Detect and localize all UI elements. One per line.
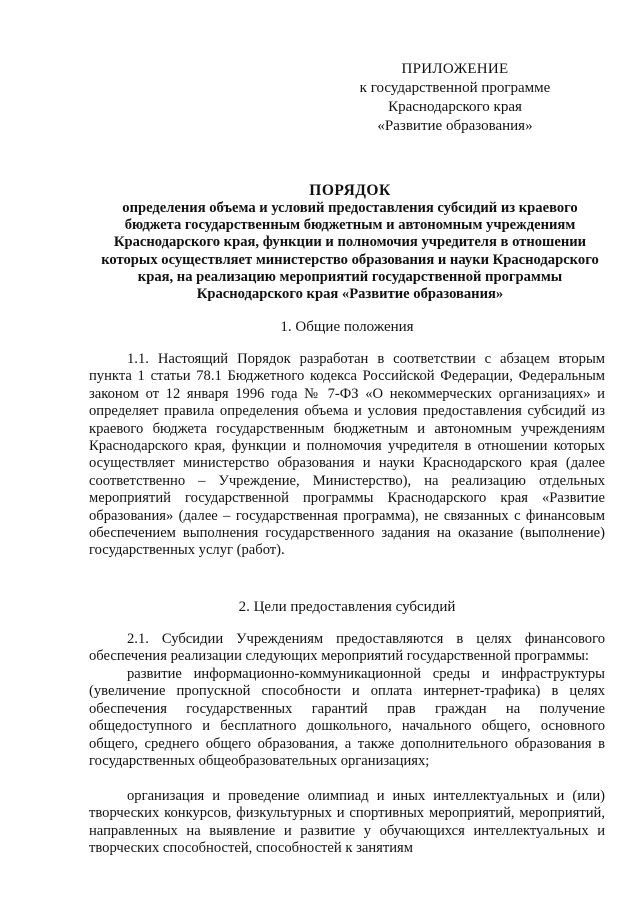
appendix-line: Краснодарского края [388, 99, 522, 115]
document-title: ПОРЯДОК [309, 182, 391, 199]
document-subtitle: определения объема и условий предоставления субсидий из краевого бюджета государственным бюджетным и автономным учреждениям Краснодарского края, функции и полномочия учредителя в отношении которых осуществляет министерство образования и науки Краснодарского края, на реализацию мероприятий государственной программы Краснодарского края «Развитие образования» [101, 200, 599, 303]
paragraph: организация и проведение олимпиад и иных интеллектуальных и (или) творческих конкурсов, физкультурных и спортивных мероприятий, мероприятий, направленных на выявление и развитие у обучающихся интеллектуальных и творческих способностей, способностей к занятиям [89, 788, 605, 857]
appendix-line: «Развитие образования» [377, 118, 533, 134]
appendix-line: к государственной программе [359, 80, 551, 96]
paragraph: 2.1. Субсидии Учреждениям предоставляются в целях финансового обеспечения реализации следующих мероприятий государственной программы: [89, 631, 605, 665]
paragraph: развитие информационно-коммуникационной среды и инфраструктуры (увеличение пропускной способности и оплата интернет-трафика) в целях обеспечения государственных гарантий прав граждан на получение общедоступного и бесплатного дошкольного, начального общего, основного общего, среднего общего образования, а также дополнительного образования в государственных общеобразовательных организациях; [89, 666, 605, 770]
appendix-block [340, 60, 570, 136]
appendix-title: ПРИЛОЖЕНИЕ [401, 61, 509, 77]
section-heading: 1. Общие положения [280, 319, 414, 335]
paragraph: 1.1. Настоящий Порядок разработан в соответствии с абзацем вторым пункта 1 статьи 78.1 Бюджетного кодекса Российской Федерации, Федеральным законом от 12 января 1996 года № 7-ФЗ «О некоммерческих организациях» и определяет правила определения объема и условия предоставления субсидий из краевого бюджета государственным бюджетным и автономным учреждениям Краснодарского края, функции и полномочия учредителя в отношении которых осуществляет министерство образования и науки Краснодарского края (далее соответственно – Учреждение, Министерство), на реализацию отдельных мероприятий государственной программы Краснодарского края «Развитие образования» (далее – государственная программа), не связанных с финансовым обеспечением выполнения государственного задания на оказание (выполнение) государственных услуг (работ). [89, 351, 605, 559]
document-title-block [96, 181, 604, 303]
section-heading: 2. Цели предоставления субсидий [238, 599, 456, 615]
